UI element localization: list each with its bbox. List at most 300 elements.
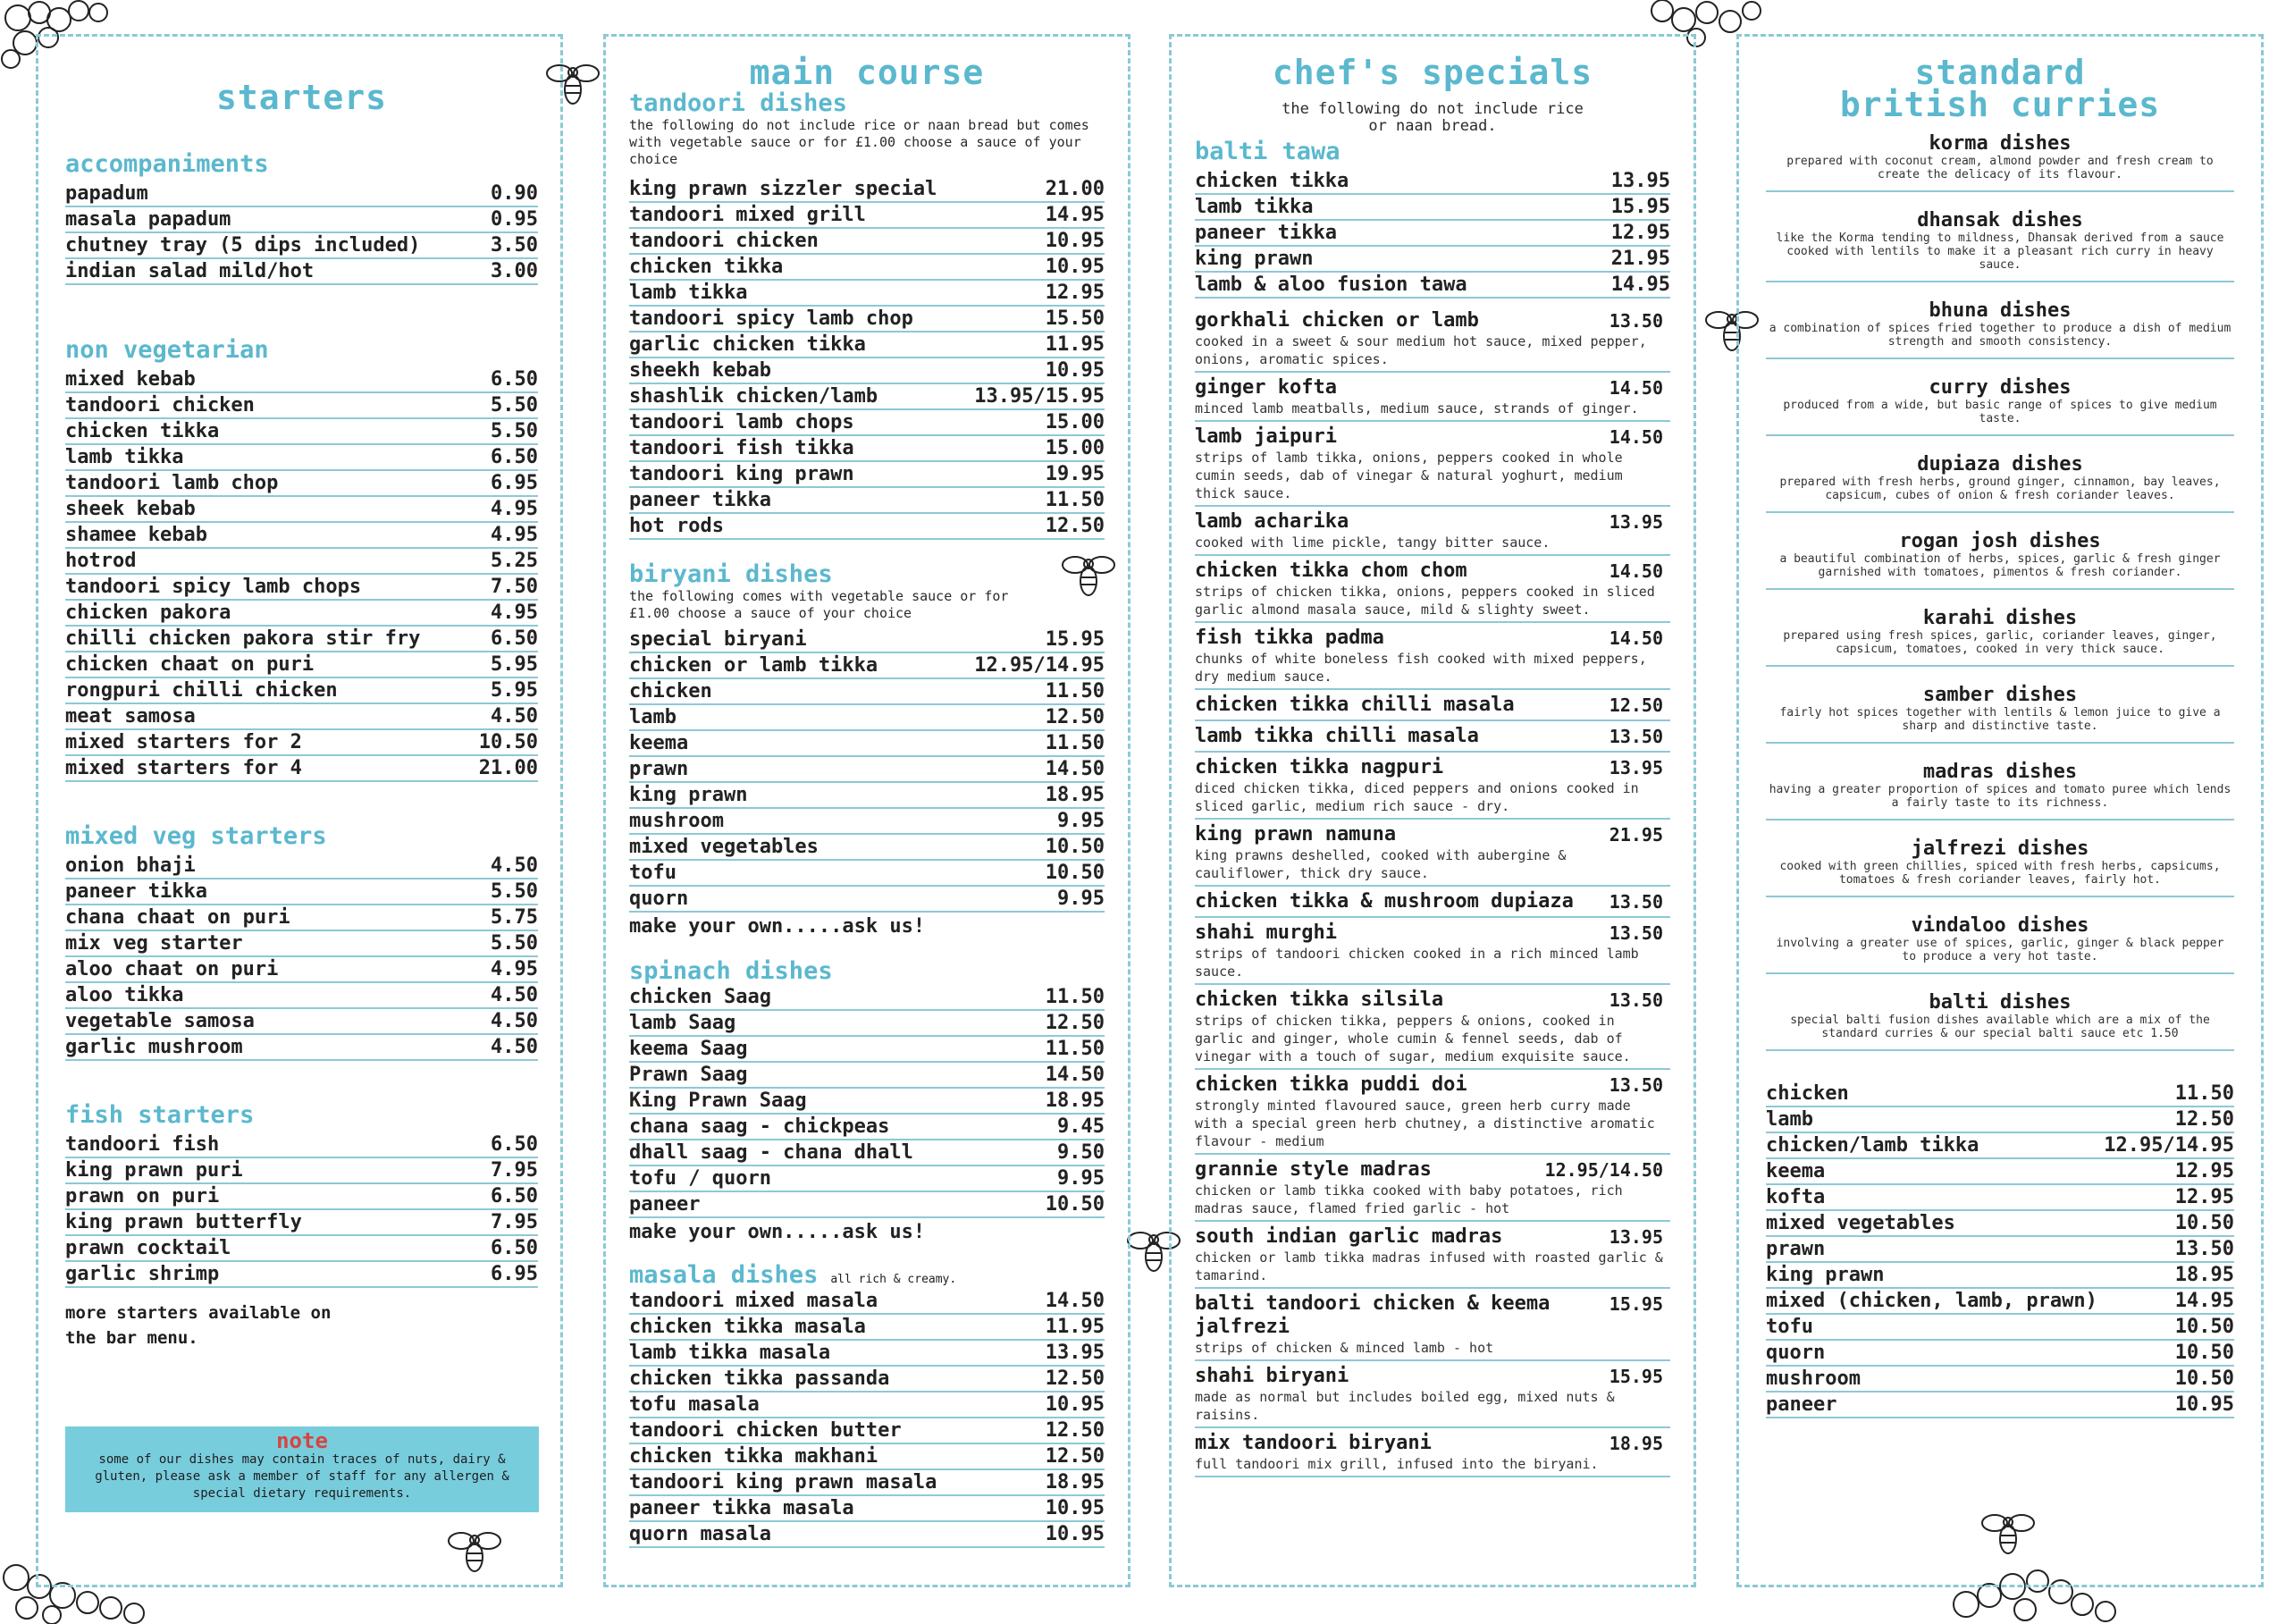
menu-item bbox=[629, 705, 1105, 731]
balti-tawa-title: balti tawa bbox=[1195, 138, 1341, 165]
item-name: prawn on puri bbox=[65, 1185, 220, 1207]
menu-item bbox=[65, 575, 538, 601]
special-dish bbox=[1195, 376, 1670, 422]
dish-name: fish tikka padma bbox=[1195, 627, 1384, 649]
item-price: 14.95 bbox=[1045, 204, 1105, 226]
item-price: 19.95 bbox=[1045, 463, 1105, 485]
menu-item bbox=[629, 229, 1105, 255]
menu-item bbox=[629, 809, 1105, 835]
menu-item bbox=[629, 1418, 1105, 1444]
menu-item bbox=[629, 1089, 1105, 1115]
fish-starters-list bbox=[65, 1132, 538, 1288]
item-name: chicken chaat on puri bbox=[65, 653, 315, 676]
menu-item bbox=[629, 679, 1105, 705]
item-price: 10.50 bbox=[2174, 1367, 2234, 1390]
item-price: 5.95 bbox=[491, 653, 538, 676]
item-name: chana chaat on puri bbox=[65, 906, 290, 929]
item-price: 14.50 bbox=[1045, 1064, 1105, 1086]
item-price: 13.95/15.95 bbox=[974, 385, 1105, 408]
item-price: 9.95 bbox=[1057, 888, 1105, 910]
item-name: tandoori spicy lamb chops bbox=[65, 576, 362, 598]
item-price: 4.50 bbox=[491, 1036, 538, 1058]
dish-price: 13.50 bbox=[1609, 726, 1663, 747]
dish-price: 14.50 bbox=[1609, 426, 1663, 448]
item-name: keema bbox=[1766, 1160, 1826, 1182]
curry-style-name: dupiaza dishes bbox=[1917, 453, 2083, 475]
special-dish bbox=[1195, 1432, 1670, 1477]
item-price: 11.95 bbox=[1045, 333, 1105, 356]
item-price: 15.00 bbox=[1045, 437, 1105, 459]
non-vegetarian-list bbox=[65, 367, 538, 782]
item-price: 11.50 bbox=[1045, 986, 1105, 1008]
british-title-1: standard bbox=[1914, 53, 2086, 92]
menu-item bbox=[65, 207, 538, 233]
item-name: tofu / quorn bbox=[629, 1167, 771, 1190]
menu-item bbox=[65, 678, 538, 704]
curry-style bbox=[1766, 685, 2234, 744]
item-name: tandoori king prawn masala bbox=[629, 1471, 937, 1494]
curry-style-description: like the Korma tending to mildness, Dhansak derived from a sauce cooked with lentils to make it a pleasant rich curry in heavy sauce. bbox=[1776, 231, 2224, 272]
menu-item bbox=[629, 1315, 1105, 1341]
curry-style-name: balti dishes bbox=[1929, 991, 2072, 1014]
curry-style-description: prepared using fresh spices, garlic, coriander leaves, ginger, capsicum, tomatoes, cooked in very thick sauce. bbox=[1783, 629, 2217, 656]
item-name: tandoori lamb chops bbox=[629, 411, 854, 433]
menu-item bbox=[629, 488, 1105, 514]
spinach-ask: make your own.....ask us! bbox=[629, 1221, 926, 1243]
accompaniments-title: accompaniments bbox=[65, 150, 269, 178]
item-price: 6.95 bbox=[491, 1263, 538, 1285]
dish-price: 14.50 bbox=[1609, 627, 1663, 649]
item-name: king prawn bbox=[629, 784, 748, 806]
menu-item bbox=[629, 1037, 1105, 1063]
item-name: chicken/lamb tikka bbox=[1766, 1134, 1979, 1157]
item-price: 15.95 bbox=[1610, 196, 1670, 218]
item-price: 10.50 bbox=[478, 731, 538, 753]
item-name: chicken tikka bbox=[629, 256, 784, 278]
menu-item bbox=[629, 757, 1105, 783]
special-dish bbox=[1195, 890, 1670, 918]
item-name: prawn bbox=[629, 758, 689, 780]
item-price: 11.50 bbox=[1045, 489, 1105, 511]
item-name: paneer tikka bbox=[65, 880, 207, 903]
item-price: 4.50 bbox=[491, 1010, 538, 1032]
item-name: King Prawn Saag bbox=[629, 1090, 807, 1112]
curry-style bbox=[1766, 454, 2234, 513]
dish-name: gorkhali chicken or lamb bbox=[1195, 309, 1479, 332]
item-name: quorn bbox=[629, 888, 689, 910]
chefs-dishes-list bbox=[1195, 309, 1670, 1477]
menu-item bbox=[1195, 169, 1670, 195]
menu-item bbox=[65, 854, 538, 879]
item-price: 5.50 bbox=[491, 420, 538, 442]
dish-name: south indian garlic madras bbox=[1195, 1225, 1503, 1248]
menu-item bbox=[629, 514, 1105, 540]
menu-item bbox=[65, 1262, 538, 1288]
menu-item bbox=[629, 281, 1105, 307]
menu-item bbox=[1195, 221, 1670, 247]
biryani-title: biryani dishes bbox=[629, 560, 833, 588]
menu-item bbox=[629, 1011, 1105, 1037]
british-title-2: british curries bbox=[1839, 85, 2161, 124]
item-name: garlic mushroom bbox=[65, 1036, 243, 1058]
menu-item bbox=[629, 887, 1105, 913]
dish-description: full tandoori mix grill, infused into the biryani. bbox=[1195, 1456, 1599, 1472]
special-dish bbox=[1195, 989, 1670, 1070]
curry-style-description: a combination of spices fried together to produce a dish of medium strength and smooth consistency. bbox=[1769, 322, 2231, 349]
dish-price: 13.50 bbox=[1609, 922, 1663, 944]
item-price: 5.25 bbox=[491, 550, 538, 572]
item-name: tandoori chicken bbox=[65, 394, 255, 417]
item-name: mixed vegetables bbox=[629, 836, 819, 858]
menu-item bbox=[65, 627, 538, 652]
dish-description: chicken or lamb tikka cooked with baby potatoes, rich madras sauce, flamed fried garlic - hot bbox=[1195, 1182, 1623, 1216]
chefs-specials-title: chef's specials bbox=[1272, 53, 1593, 92]
dish-name: grannie style madras bbox=[1195, 1158, 1432, 1181]
item-name: lamb bbox=[629, 706, 677, 728]
item-name: lamb Saag bbox=[629, 1012, 736, 1034]
price-row bbox=[1766, 1185, 2234, 1211]
item-name: rongpuri chilli chicken bbox=[65, 679, 338, 702]
menu-item bbox=[629, 1063, 1105, 1089]
item-name: chicken or lamb tikka bbox=[629, 654, 878, 677]
menu-item bbox=[65, 393, 538, 419]
curry-style-name: madras dishes bbox=[1922, 761, 2078, 783]
item-name: tandoori mixed masala bbox=[629, 1290, 878, 1312]
item-price: 10.95 bbox=[1045, 359, 1105, 382]
item-name: kofta bbox=[1766, 1186, 1826, 1208]
price-row bbox=[1766, 1289, 2234, 1315]
biryani-ask: make your own.....ask us! bbox=[629, 915, 926, 938]
special-dish bbox=[1195, 425, 1670, 507]
curry-style-description: cooked with green chillies, spiced with fresh herbs, capsicums, tomatoes & fresh coriander leaves, fairly hot. bbox=[1779, 860, 2221, 887]
dish-name: ginger kofta bbox=[1195, 376, 1337, 399]
tandoori-title: tandoori dishes bbox=[629, 89, 847, 117]
item-price: 6.50 bbox=[491, 1133, 538, 1156]
menu-item bbox=[65, 549, 538, 575]
menu-item bbox=[629, 462, 1105, 488]
dish-price: 13.50 bbox=[1609, 891, 1663, 913]
item-name: chicken tikka bbox=[1195, 170, 1349, 192]
curry-style-name: vindaloo dishes bbox=[1911, 914, 2089, 937]
menu-item bbox=[65, 497, 538, 523]
dish-price: 12.50 bbox=[1609, 694, 1663, 716]
dish-description: chicken or lamb tikka madras infused with roasted garlic & tamarind. bbox=[1195, 1250, 1663, 1283]
curry-style-description: prepared with coconut cream, almond powder and fresh cream to create the delicacy of its flavour. bbox=[1786, 155, 2214, 181]
item-price: 10.95 bbox=[2174, 1393, 2234, 1416]
item-price: 6.50 bbox=[491, 1237, 538, 1259]
item-price: 18.95 bbox=[1045, 1471, 1105, 1494]
item-price: 10.95 bbox=[1045, 1393, 1105, 1416]
item-price: 13.95 bbox=[1045, 1342, 1105, 1364]
item-price: 11.50 bbox=[1045, 680, 1105, 703]
item-name: king prawn bbox=[1766, 1264, 1885, 1286]
allergen-note-box bbox=[65, 1426, 539, 1512]
item-name: prawn cocktail bbox=[65, 1237, 231, 1259]
curry-style-description: having a greater proportion of spices and tomato puree which lends a fairly taste to its richness. bbox=[1769, 783, 2231, 810]
dish-name: shahi murghi bbox=[1195, 921, 1337, 944]
menu-item bbox=[629, 1192, 1105, 1218]
menu-item bbox=[629, 1470, 1105, 1496]
special-dish bbox=[1195, 510, 1670, 556]
item-name: paneer bbox=[1766, 1393, 1837, 1416]
item-name: sheek kebab bbox=[65, 498, 196, 520]
curry-style bbox=[1766, 992, 2234, 1051]
dish-description: minced lamb meatballs, medium sauce, strands of ginger. bbox=[1195, 400, 1639, 417]
item-name: king prawn butterfly bbox=[65, 1211, 302, 1233]
item-name: chilli chicken pakora stir fry bbox=[65, 627, 421, 650]
item-name: vegetable samosa bbox=[65, 1010, 255, 1032]
item-price: 5.75 bbox=[491, 906, 538, 929]
item-name: mixed starters for 2 bbox=[65, 731, 302, 753]
item-price: 12.50 bbox=[1045, 515, 1105, 537]
item-price: 10.50 bbox=[2174, 1342, 2234, 1364]
item-name: chicken tikka bbox=[65, 420, 220, 442]
menu-item bbox=[629, 307, 1105, 332]
item-name: king prawn sizzler special bbox=[629, 178, 937, 200]
menu-item bbox=[629, 731, 1105, 757]
menu-item bbox=[65, 756, 538, 782]
menu-item bbox=[65, 367, 538, 393]
item-price: 5.95 bbox=[491, 679, 538, 702]
item-price: 12.50 bbox=[1045, 1419, 1105, 1442]
non-vegetarian-title: non vegetarian bbox=[65, 336, 269, 364]
special-dish bbox=[1195, 1158, 1670, 1222]
main-course-panel bbox=[603, 34, 1130, 1587]
menu-item bbox=[65, 259, 538, 285]
item-name: lamb tikka bbox=[629, 282, 748, 304]
chefs-specials-panel bbox=[1169, 34, 1696, 1587]
item-price: 13.95 bbox=[1610, 170, 1670, 192]
item-price: 21.95 bbox=[1610, 248, 1670, 270]
item-name: masala papadum bbox=[65, 208, 231, 231]
dish-description: strips of lamb tikka, onions, peppers cooked in whole cumin seeds, dab of vinegar & natural yoghurt, medium thick sauce. bbox=[1195, 450, 1623, 501]
item-price: 18.95 bbox=[2174, 1264, 2234, 1286]
item-name: chicken bbox=[629, 680, 712, 703]
menu-item bbox=[629, 358, 1105, 384]
item-price: 9.45 bbox=[1057, 1115, 1105, 1138]
item-price: 12.95 bbox=[1045, 282, 1105, 304]
price-row bbox=[1766, 1263, 2234, 1289]
item-price: 12.95 bbox=[1610, 222, 1670, 244]
item-name: tofu masala bbox=[629, 1393, 760, 1416]
price-row bbox=[1766, 1133, 2234, 1159]
item-name: paneer bbox=[629, 1193, 701, 1216]
curry-style-name: curry dishes bbox=[1929, 376, 2072, 399]
dish-price: 15.95 bbox=[1609, 1366, 1663, 1387]
curry-style bbox=[1766, 838, 2234, 897]
more-starters-note-2: the bar menu. bbox=[65, 1328, 198, 1348]
item-price: 6.95 bbox=[491, 472, 538, 494]
item-price: 4.95 bbox=[491, 958, 538, 980]
item-price: 10.95 bbox=[1045, 230, 1105, 252]
item-price: 10.50 bbox=[1045, 862, 1105, 884]
curry-style-description: prepared with fresh herbs, ground ginger, cinnamon, bay leaves, capsicum, cubes of onion & fresh coriander leaves. bbox=[1779, 475, 2221, 502]
dish-description: strongly minted flavoured sauce, green herb curry made with a special green herb chutney, a distinctive aromatic flavour - medium bbox=[1195, 1098, 1655, 1149]
item-name: lamb tikka bbox=[1195, 196, 1314, 218]
item-name: tandoori fish tikka bbox=[629, 437, 854, 459]
item-price: 12.50 bbox=[1045, 1445, 1105, 1468]
item-name: shamee kebab bbox=[65, 524, 207, 546]
menu-item bbox=[65, 1184, 538, 1210]
item-name: papadum bbox=[65, 182, 148, 205]
item-price: 12.50 bbox=[1045, 1012, 1105, 1034]
dish-description: strips of chicken tikka, onions, peppers cooked in sliced garlic almond masala sauce, mild & slighty sweet. bbox=[1195, 584, 1655, 618]
menu-item bbox=[629, 1289, 1105, 1315]
dish-name: shahi biryani bbox=[1195, 1365, 1349, 1387]
special-dish bbox=[1195, 1073, 1670, 1155]
menu-item bbox=[629, 410, 1105, 436]
item-price: 6.50 bbox=[491, 627, 538, 650]
item-price: 6.50 bbox=[491, 368, 538, 391]
mixed-veg-title: mixed veg starters bbox=[65, 822, 327, 850]
item-price: 11.50 bbox=[1045, 1038, 1105, 1060]
item-price: 15.95 bbox=[1045, 628, 1105, 651]
accompaniments-list bbox=[65, 181, 538, 285]
item-name: tandoori king prawn bbox=[629, 463, 854, 485]
menu-item bbox=[629, 332, 1105, 358]
item-name: indian salad mild/hot bbox=[65, 260, 315, 282]
item-name: mixed kebab bbox=[65, 368, 196, 391]
special-dish bbox=[1195, 725, 1670, 753]
menu-item bbox=[65, 931, 538, 957]
mixed-veg-list bbox=[65, 854, 538, 1061]
item-name: king prawn bbox=[1195, 248, 1314, 270]
item-name: lamb tikka bbox=[65, 446, 184, 468]
menu-item bbox=[629, 1115, 1105, 1140]
dish-price: 12.95/14.50 bbox=[1544, 1159, 1663, 1181]
item-price: 3.50 bbox=[491, 234, 538, 257]
special-dish bbox=[1195, 1225, 1670, 1289]
item-price: 12.95/14.95 bbox=[2104, 1134, 2234, 1157]
price-row bbox=[1766, 1393, 2234, 1418]
dish-price: 13.95 bbox=[1609, 1226, 1663, 1248]
item-price: 12.95 bbox=[2174, 1160, 2234, 1182]
menu-item bbox=[65, 601, 538, 627]
item-price: 10.95 bbox=[1045, 256, 1105, 278]
menu-item bbox=[65, 983, 538, 1009]
curry-style-name: jalfrezi dishes bbox=[1911, 837, 2089, 860]
item-name: quorn masala bbox=[629, 1523, 771, 1545]
item-name: garlic chicken tikka bbox=[629, 333, 866, 356]
item-price: 13.50 bbox=[2174, 1238, 2234, 1260]
dish-description: cooked in a sweet & sour medium hot sauce, mixed pepper, onions, aromatic spices. bbox=[1195, 333, 1647, 367]
dish-price: 14.50 bbox=[1609, 377, 1663, 399]
item-price: 5.50 bbox=[491, 880, 538, 903]
item-price: 4.95 bbox=[491, 602, 538, 624]
menu-item bbox=[629, 177, 1105, 203]
item-price: 12.95/14.95 bbox=[974, 654, 1105, 677]
price-row bbox=[1766, 1341, 2234, 1367]
dish-name: chicken tikka nagpuri bbox=[1195, 756, 1444, 778]
item-name: Prawn Saag bbox=[629, 1064, 748, 1086]
price-row bbox=[1766, 1211, 2234, 1237]
item-price: 15.50 bbox=[1045, 307, 1105, 330]
menu-item bbox=[1195, 195, 1670, 221]
item-price: 9.50 bbox=[1057, 1141, 1105, 1164]
item-price: 0.90 bbox=[491, 182, 538, 205]
curry-style-description: fairly hot spices together with lentils & lemon juice to give a sharp and distinctive taste. bbox=[1779, 706, 2221, 733]
menu-item bbox=[65, 879, 538, 905]
curry-style bbox=[1766, 133, 2234, 192]
special-dish bbox=[1195, 1365, 1670, 1428]
special-dish bbox=[1195, 756, 1670, 820]
menu-item bbox=[65, 1236, 538, 1262]
item-name: chicken pakora bbox=[65, 602, 231, 624]
item-name: hot rods bbox=[629, 515, 724, 537]
item-price: 11.50 bbox=[2174, 1082, 2234, 1105]
item-name: mushroom bbox=[1766, 1367, 1861, 1390]
dish-price: 13.95 bbox=[1609, 511, 1663, 533]
item-price: 11.50 bbox=[1045, 732, 1105, 754]
item-price: 4.50 bbox=[491, 705, 538, 728]
dish-price: 13.50 bbox=[1609, 989, 1663, 1011]
curry-style-description: produced from a wide, but basic range of spices to give medium taste. bbox=[1783, 399, 2217, 425]
british-prices-list bbox=[1766, 1081, 2234, 1418]
item-price: 7.50 bbox=[491, 576, 538, 598]
price-row bbox=[1766, 1315, 2234, 1341]
item-name: prawn bbox=[1766, 1238, 1826, 1260]
dish-name: chicken tikka silsila bbox=[1195, 989, 1444, 1011]
curry-style-name: rogan josh dishes bbox=[1899, 530, 2101, 552]
item-name: keema Saag bbox=[629, 1038, 748, 1060]
menu-item bbox=[629, 1444, 1105, 1470]
curry-style bbox=[1766, 762, 2234, 820]
item-price: 6.50 bbox=[491, 1185, 538, 1207]
curry-style bbox=[1766, 210, 2234, 282]
menu-item bbox=[65, 1132, 538, 1158]
item-name: tandoori spicy lamb chop bbox=[629, 307, 913, 330]
menu-item bbox=[65, 523, 538, 549]
item-price: 12.50 bbox=[2174, 1108, 2234, 1131]
item-price: 15.00 bbox=[1045, 411, 1105, 433]
menu-item bbox=[629, 1393, 1105, 1418]
item-price: 4.50 bbox=[491, 854, 538, 877]
special-dish bbox=[1195, 921, 1670, 985]
masala-tag: all rich & creamy. bbox=[830, 1273, 957, 1286]
item-name: chicken tikka masala bbox=[629, 1316, 866, 1338]
item-price: 10.95 bbox=[1045, 1523, 1105, 1545]
curry-style-description: a beautiful combination of herbs, spices, garlic & fresh ginger garnished with tomatoes, pimentos & fresh coriander. bbox=[1779, 552, 2221, 579]
spinach-title: spinach dishes bbox=[629, 957, 833, 985]
item-name: keema bbox=[629, 732, 689, 754]
dish-name: chicken tikka & mushroom dupiaza bbox=[1195, 890, 1574, 913]
item-price: 14.50 bbox=[1045, 1290, 1105, 1312]
item-price: 9.95 bbox=[1057, 810, 1105, 832]
item-price: 5.50 bbox=[491, 932, 538, 955]
menu-item bbox=[65, 1158, 538, 1184]
curry-style bbox=[1766, 377, 2234, 436]
item-price: 9.95 bbox=[1057, 1167, 1105, 1190]
item-price: 12.95 bbox=[2174, 1186, 2234, 1208]
curry-style-name: dhansak dishes bbox=[1917, 209, 2083, 231]
dish-price: 18.95 bbox=[1609, 1433, 1663, 1454]
curry-style-name: karahi dishes bbox=[1922, 607, 2078, 629]
biryani-list bbox=[629, 627, 1105, 913]
menu-item bbox=[629, 203, 1105, 229]
menu-item bbox=[65, 704, 538, 730]
special-dish bbox=[1195, 309, 1670, 373]
item-price: 14.50 bbox=[1045, 758, 1105, 780]
menu-item bbox=[65, 471, 538, 497]
curry-style bbox=[1766, 915, 2234, 974]
curry-style-name: samber dishes bbox=[1922, 684, 2078, 706]
dish-price: 15.95 bbox=[1609, 1293, 1663, 1315]
item-price: 7.95 bbox=[491, 1159, 538, 1182]
dish-description: strips of chicken tikka, peppers & onions, cooked in garlic and ginger, whole cumin & fennel seeds, dab of vinegar with a touch of sugar, medium exquisite sauce. bbox=[1195, 1013, 1631, 1064]
menu-item bbox=[65, 1035, 538, 1061]
menu-item bbox=[629, 653, 1105, 679]
biryani-note: the following comes with vegetable sauce or for £1.00 choose a sauce of your choice bbox=[629, 588, 1009, 621]
